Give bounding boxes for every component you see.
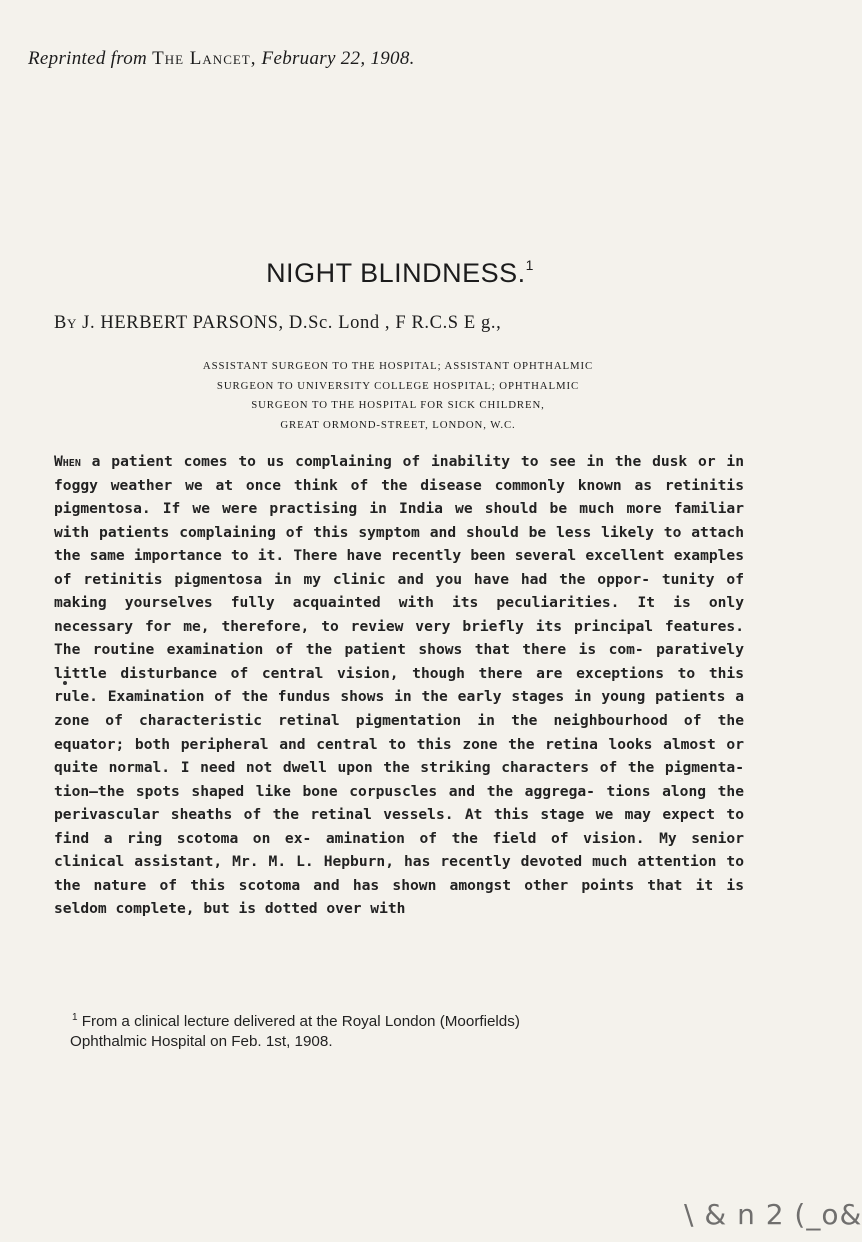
reprint-prefix: Reprinted from bbox=[28, 48, 153, 69]
affiliation-line: SURGEON TO UNIVERSITY COLLEGE HOSPITAL; OPHTHALMIC bbox=[216, 379, 580, 392]
journal-name: The Lancet, bbox=[152, 48, 257, 69]
article-body bbox=[54, 450, 744, 921]
title-footnote-mark: 1 bbox=[525, 257, 534, 273]
body-paragraph: a patient comes to us complaining of inability to see in the dusk or in foggy weather we at once think of the disease commonly known as retinitis pigmentosa. If we were practising in India we should be much more familiar with patients complaining of this symptom and should be less likely to attach the same importance to it. There have recently been several excellent examples of retinitis pigmentosa in my clinic and you have had the oppor- tunity of making yourselves fully acquainted with its peculiarities. It is only necessary for me, therefore, to review very briefly its principal features. The routine examination of the patient shows that there is com- paratively little disturbance of central vision, though there are exceptions to this rule. Examination of the fundus shows in the early stages in young patients a zone of characteristic retinal pigmentation in the neighbourhood of the equator; both peripheral and central to this zone the retina looks almost or quite normal. I need not dwell upon the striking characters of the pigmenta- tion—the spots shaped like bone corpuscles and the aggrega- tions along the perivascular sheaths of the retinal vessels. At this stage we may expect to find a ring scotoma on ex- amination of the field of vision. My senior clinical assistant, Mr. M. L. Hepburn, has recently devoted much attention to the nature of this scotoma and has shown amongst other points that it is seldom complete, but is dotted over with bbox=[54, 453, 744, 918]
byline-by: By bbox=[54, 313, 77, 333]
lead-word: When bbox=[54, 453, 81, 470]
reprint-notice bbox=[28, 48, 415, 70]
footnote-line-2: Ophthalmic Hospital on Feb. 1st, 1908. bbox=[70, 1033, 333, 1051]
affiliation-line: SURGEON TO THE HOSPITAL FOR SICK CHILDREN, bbox=[251, 399, 545, 412]
footnote-mark: 1 bbox=[72, 1012, 78, 1023]
footnote bbox=[72, 1008, 732, 1052]
author-affiliations bbox=[56, 357, 740, 435]
author-name: J. HERBERT PARSONS, D.Sc. Lond , F R.C.S E g., bbox=[76, 313, 502, 333]
handwritten-stamp: \ & n 2 (_o& bbox=[684, 1198, 862, 1231]
affiliation-line: GREAT ORMOND-STREET, LONDON, W.C. bbox=[280, 418, 516, 431]
article-title bbox=[0, 257, 800, 289]
byline bbox=[54, 313, 501, 334]
publication-date: February 22, 1908. bbox=[256, 48, 415, 69]
affiliation-line: ASSISTANT SURGEON TO THE HOSPITAL; ASSISTANT OPHTHALMIC bbox=[202, 360, 594, 372]
article-title-text: NIGHT BLINDNESS. bbox=[266, 258, 526, 288]
footnote-line-1: From a clinical lecture delivered at the Royal London (Moorfields) bbox=[77, 1013, 520, 1031]
